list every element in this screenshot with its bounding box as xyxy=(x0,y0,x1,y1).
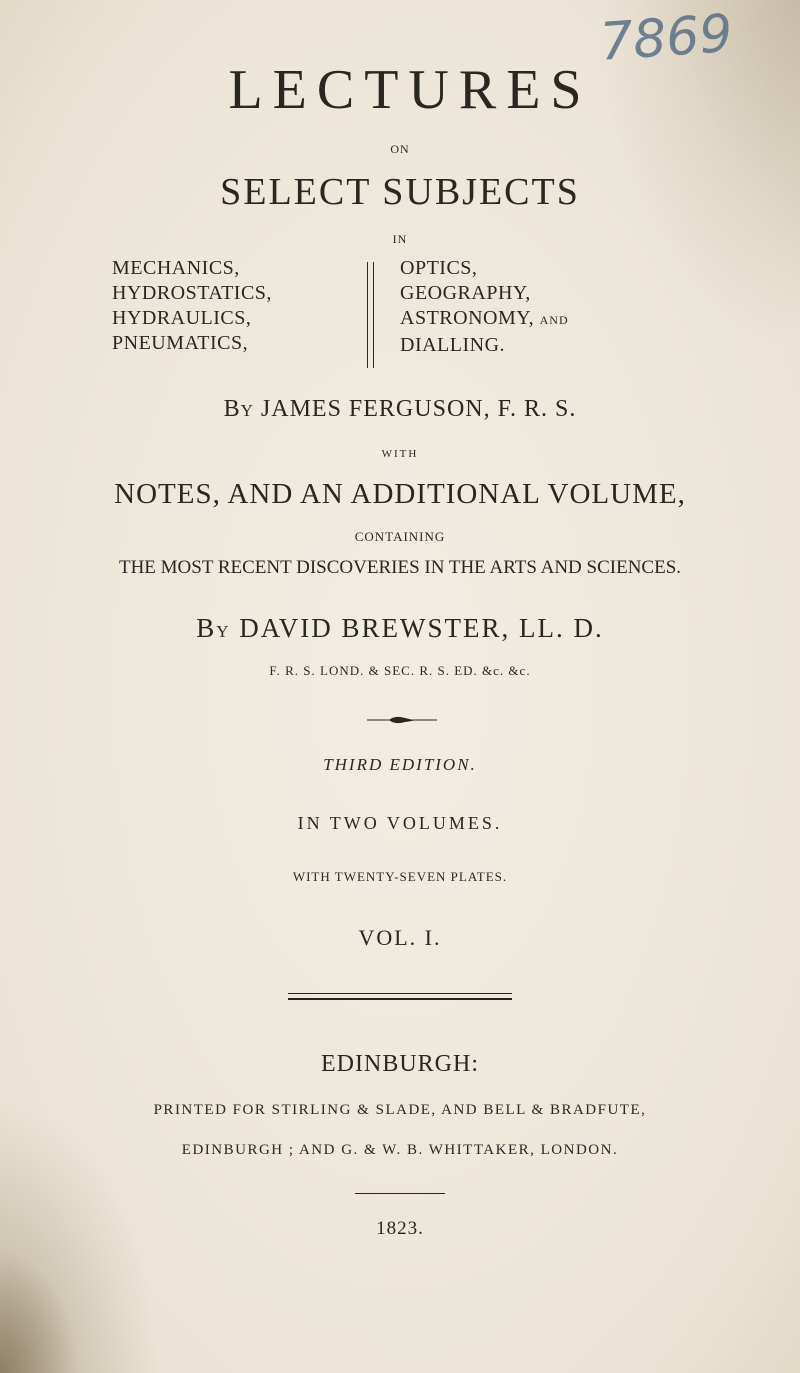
subject-item-text: ASTRONOMY, xyxy=(400,307,535,329)
imprint-year: 1823. xyxy=(376,1218,424,1239)
subjects-left-column xyxy=(112,256,352,356)
by-smallcaps: Y xyxy=(240,401,254,420)
imprint-printers: PRINTED FOR STIRLING & SLADE, AND BELL & BRADFUTE, xyxy=(153,1102,647,1118)
editor-name: DAVID BREWSTER, LL. D. xyxy=(239,613,604,643)
book-subtitle: SELECT SUBJECTS xyxy=(220,171,580,213)
subject-item: OPTICS, xyxy=(400,257,478,279)
thick-thin-rule xyxy=(288,993,512,1000)
book-title: LECTURES xyxy=(228,59,592,121)
subject-item: HYDROSTATICS, xyxy=(112,282,272,304)
subject-item: HYDRAULICS, xyxy=(112,307,252,329)
plates-line: WITH TWENTY-SEVEN PLATES. xyxy=(292,869,508,884)
edition-line: THIRD EDITION. xyxy=(323,755,477,774)
double-vertical-rule xyxy=(367,262,374,368)
short-rule xyxy=(355,1193,445,1194)
by-initial: B xyxy=(223,396,241,422)
connector-with: WITH xyxy=(381,448,419,460)
subjects-right-column xyxy=(400,256,640,358)
author-name: JAMES FERGUSON, F. R. S. xyxy=(260,396,577,422)
subject-item: GEOGRAPHY, xyxy=(400,282,531,304)
imprint-place: EDINBURGH: xyxy=(321,1051,479,1077)
connector-in: IN xyxy=(392,232,408,246)
subjects-list xyxy=(0,256,800,376)
subject-and: AND xyxy=(539,313,569,327)
editor-credentials: F. R. S. LOND. & SEC. R. S. ED. &c. &c. xyxy=(269,663,531,678)
by-smallcaps: Y xyxy=(216,622,231,641)
subject-item: PNEUMATICS, xyxy=(112,332,249,354)
by-initial: B xyxy=(196,613,217,643)
subject-item: MECHANICS, xyxy=(112,257,240,279)
volume-number: VOL. I. xyxy=(358,925,442,950)
discoveries-line: THE MOST RECENT DISCOVERIES IN THE ARTS AND SCIENCES. xyxy=(118,557,682,578)
author-line xyxy=(0,396,800,423)
volumes-line: IN TWO VOLUMES. xyxy=(297,813,503,833)
notes-line: NOTES, AND AN ADDITIONAL VOLUME, xyxy=(114,478,686,510)
subject-item: DIALLING. xyxy=(400,334,506,356)
paper-stain xyxy=(0,1250,80,1373)
imprint-printers-line2: EDINBURGH ; AND G. & W. B. WHITTAKER, LONDON. xyxy=(181,1142,619,1158)
connector-on: ON xyxy=(390,142,410,156)
printer-ornament-icon xyxy=(367,715,437,725)
connector-containing: CONTAINING xyxy=(354,529,446,544)
handwritten-shelfmark: 7869 xyxy=(598,3,735,73)
editor-line xyxy=(0,613,800,644)
subject-item xyxy=(400,306,640,333)
